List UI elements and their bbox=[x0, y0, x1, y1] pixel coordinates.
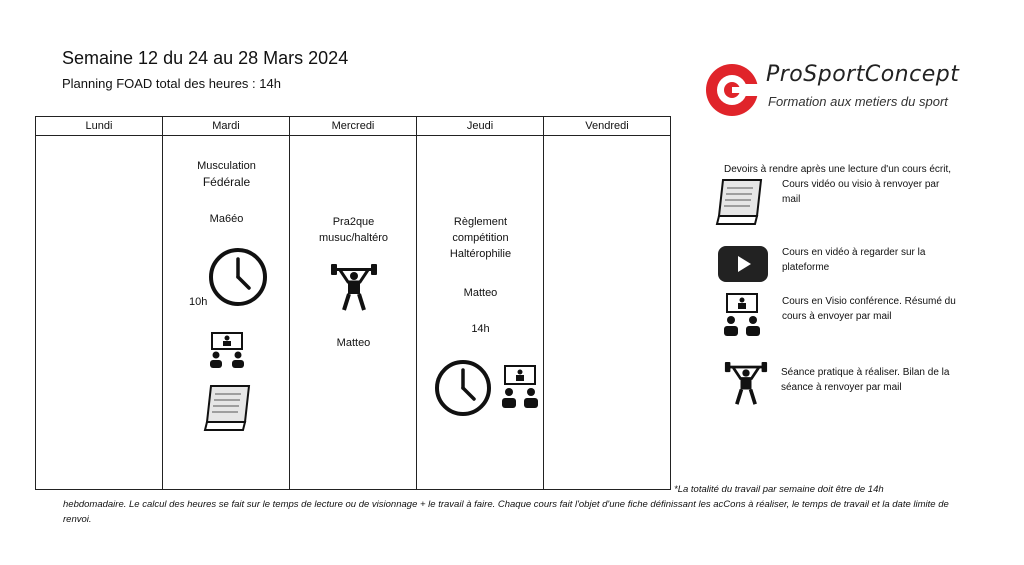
jeudi-teacher: Matteo bbox=[463, 287, 498, 299]
day-header-lundi: Lundi bbox=[36, 117, 163, 136]
legend-book-text: Cours vidéo ou visio à renvoyer par mail bbox=[782, 179, 940, 205]
mardi-course-title: Musculation Fédérale bbox=[197, 160, 256, 189]
jeudi-hours: 14h bbox=[471, 323, 490, 335]
day-header-jeudi: Jeudi bbox=[417, 117, 544, 136]
jeudi-course-title: Règlement compétition Haltérophilie bbox=[449, 216, 512, 260]
logo-tagline: Formation aux metiers du sport bbox=[768, 94, 948, 109]
book-icon bbox=[201, 382, 255, 434]
weightlifter-icon bbox=[330, 264, 378, 312]
clock-icon bbox=[207, 246, 269, 308]
cell-lundi bbox=[36, 136, 163, 490]
visio-conference-icon bbox=[718, 292, 766, 338]
cell-vendredi bbox=[544, 136, 671, 490]
visio-conference-icon bbox=[207, 332, 247, 368]
footer-line1: *La totalité du travail par semaine doit être de 14h bbox=[674, 484, 884, 495]
schedule-row bbox=[36, 136, 671, 490]
prosportconcept-logo-icon bbox=[704, 62, 760, 118]
day-header-row bbox=[36, 117, 671, 136]
legend-practice-text: Séance pratique à réaliser. Bilan de la séance à renvoyer par mail bbox=[781, 367, 950, 393]
mardi-teacher: Ma6éo bbox=[209, 213, 244, 225]
day-header-mardi: Mardi bbox=[163, 117, 290, 136]
day-header-vendredi: Vendredi bbox=[544, 117, 671, 136]
book-icon bbox=[712, 176, 768, 228]
legend-intro: Devoirs à rendre après une lecture d'un cours écrit, bbox=[724, 164, 952, 175]
weekly-schedule-table bbox=[35, 116, 671, 490]
clock-icon bbox=[433, 358, 493, 418]
page-subtitle: Planning FOAD total des heures : 14h bbox=[62, 76, 281, 91]
legend-video-text: Cours en vidéo à regarder sur la plateforme bbox=[782, 247, 926, 273]
mercredi-course-title: Pra2que musuc/haltéro bbox=[318, 216, 389, 244]
day-header-mercredi: Mercredi bbox=[290, 117, 417, 136]
video-play-icon bbox=[718, 246, 768, 282]
mardi-hours: 10h bbox=[189, 296, 208, 308]
cell-jeudi bbox=[417, 136, 544, 490]
page-title: Semaine 12 du 24 au 28 Mars 2024 bbox=[62, 48, 349, 68]
footer-note bbox=[63, 482, 963, 527]
footer-rest: hebdomadaire. Le calcul des heures se fait sur le temps de lecture ou de visionnage + le travail à faire. Chaque cours fait l'objet d'une fiche définissant les acCons à réaliser, le temps de travail et la date limite de renvoi. bbox=[63, 499, 949, 525]
mercredi-teacher: Matteo bbox=[336, 337, 371, 349]
visio-conference-icon bbox=[499, 364, 541, 410]
logo-name: ProSportConcept bbox=[766, 62, 960, 87]
cell-mardi bbox=[163, 136, 290, 490]
legend-visio-text: Cours en Visio conférence. Résumé du cours à envoyer par mail bbox=[782, 296, 956, 322]
cell-mercredi bbox=[290, 136, 417, 490]
weightlifter-icon bbox=[724, 360, 768, 408]
